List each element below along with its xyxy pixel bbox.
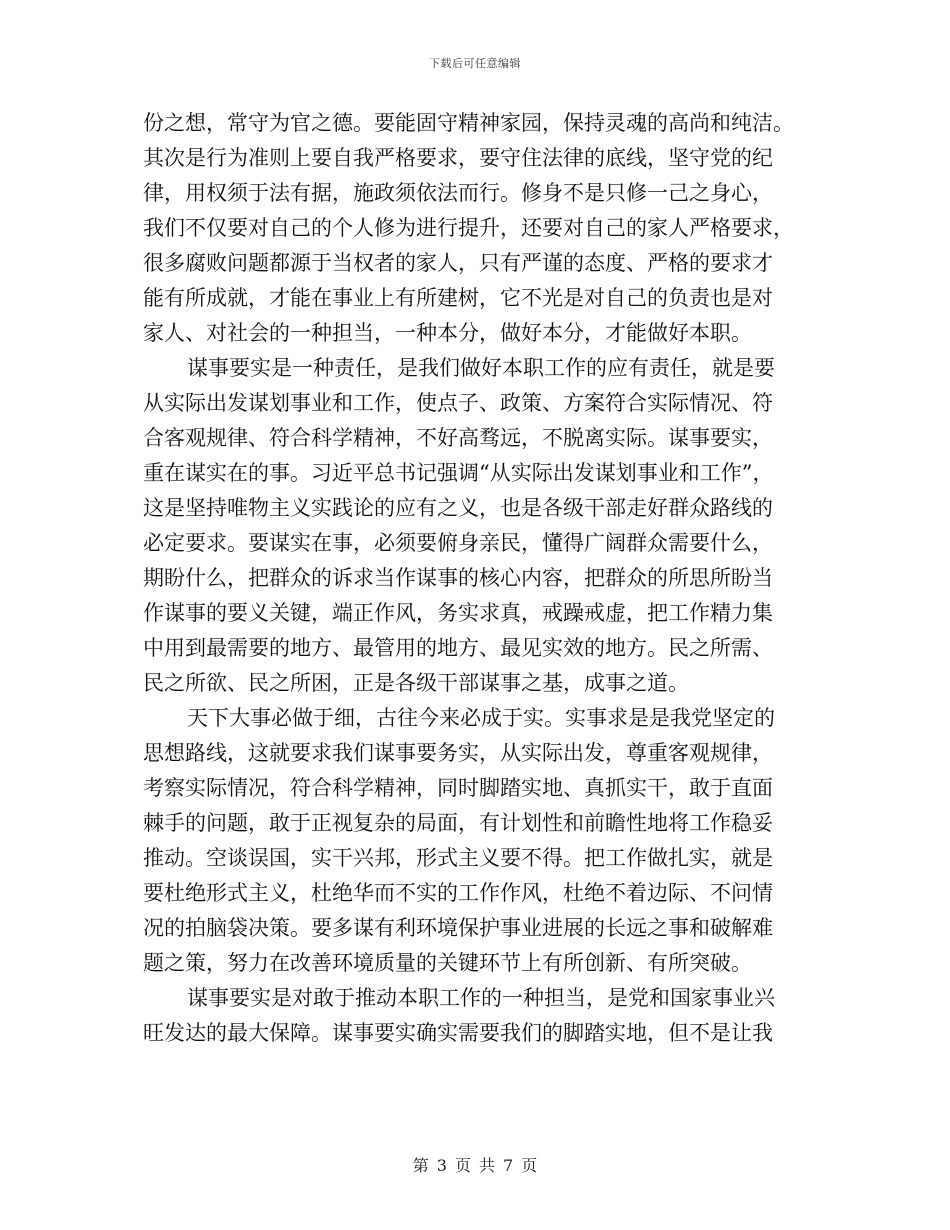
- text-line: 律，用权须于法有据，施政须依法而行。修身不是只修一己之身心，: [143, 181, 773, 205]
- text-line: 况的拍脑袋决策。要多谋有利环境保护事业进展的长远之事和破解难: [143, 916, 773, 940]
- text-line: 题之策，努力在改善环境质量的关键环节上有所创新、有所突破。: [143, 951, 752, 975]
- page-label-mid: 页: [454, 1156, 471, 1175]
- text-line: 旺发达的最大保障。谋事要实确实需要我们的脚踏实地，但不是让我: [143, 1021, 773, 1045]
- current-page-number: 3: [436, 1156, 447, 1175]
- text-line: 这是坚持唯物主义实践论的应有之义，也是各级干部走好群众路线的: [143, 496, 773, 520]
- total-label: 共: [479, 1156, 496, 1175]
- text-line: 要杜绝形式主义，杜绝华而不实的工作作风，杜绝不着边际、不问情: [143, 881, 773, 905]
- text-line: 推动。空谈误国，实干兴邦，形式主义要不得。把工作做扎实，就是: [143, 846, 773, 870]
- text-line: 家人、对社会的一种担当，一种本分，做好本分，才能做好本职。: [143, 321, 752, 345]
- text-line: 份之想，常守为官之德。要能固守精神家园，保持灵魂的高尚和纯洁。: [143, 111, 794, 135]
- text-line: 重在谋实在的事。习近平总书记强调“从实际出发谋划事业和工作”，: [143, 461, 774, 485]
- paragraph-first-line: 谋事要实是一种责任，是我们做好本职工作的应有责任，就是要: [187, 356, 775, 380]
- document-body: [143, 106, 811, 1051]
- text-line: 必定要求。要谋实在事，必须要俯身亲民，懂得广阔群众需要什么，: [143, 531, 773, 555]
- text-line: 期盼什么，把群众的诉求当作谋事的核心内容，把群众的所思所盼当: [143, 566, 773, 590]
- text-line: 考察实际情况，符合科学精神，同时脚踏实地、真抓实干，敢于直面: [143, 776, 773, 800]
- text-line: 我们不仅要对自己的个人修为进行提升，还要对自己的家人严格要求，: [143, 216, 794, 240]
- text-line: 很多腐败问题都源于当权者的家人，只有严谨的态度、严格的要求才: [143, 251, 773, 275]
- text-line: 合客观规律、符合科学精神，不好高骛远，不脱离实际。谋事要实，: [143, 426, 773, 450]
- text-line: 其次是行为准则上要自我严格要求，要守住法律的底线，坚守党的纪: [143, 146, 773, 170]
- page-number-footer: [0, 1153, 950, 1176]
- total-pages-number: 7: [503, 1156, 514, 1175]
- page-label-suffix: 页: [521, 1156, 538, 1175]
- paragraph-first-line: 谋事要实是对敢于推动本职工作的一种担当，是党和国家事业兴: [187, 986, 775, 1010]
- text-line: 中用到最需要的地方、最管用的地方、最见实效的地方。民之所需、: [143, 636, 773, 660]
- text-line: 棘手的问题，敢于正视复杂的局面，有计划性和前瞻性地将工作稳妥: [143, 811, 773, 835]
- text-line: 能有所成就，才能在事业上有所建树，它不光是对自己的负责也是对: [143, 286, 773, 310]
- page-label-prefix: 第: [412, 1156, 429, 1175]
- text-line: 思想路线，这就要求我们谋事要务实，从实际出发，尊重客观规律，: [143, 741, 773, 765]
- page-header-note: 下载后可任意编辑: [429, 57, 521, 70]
- text-line: 作谋事的要义关键，端正作风，务实求真，戒躁戒虚，把工作精力集: [143, 601, 773, 625]
- paragraph-first-line: 天下大事必做于细，古往今来必成于实。实事求是是我党坚定的: [187, 706, 775, 730]
- text-line: 从实际出发谋划事业和工作，使点子、政策、方案符合实际情况、符: [143, 391, 773, 415]
- text-line: 民之所欲、民之所困，正是各级干部谋事之基，成事之道。: [143, 671, 689, 695]
